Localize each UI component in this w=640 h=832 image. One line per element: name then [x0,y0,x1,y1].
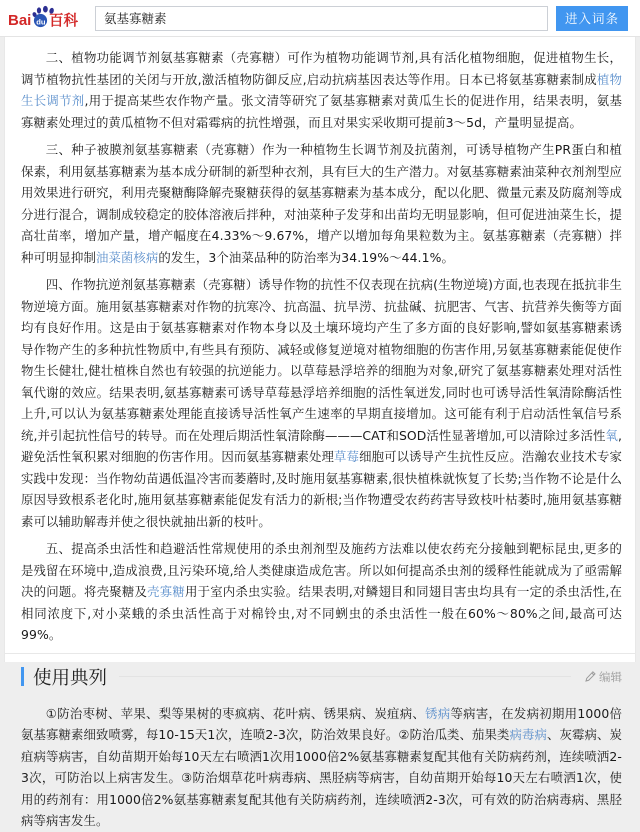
svg-text:百科: 百科 [49,13,78,30]
baidu-baike-logo-icon [8,6,86,30]
usage-body [21,703,622,832]
page-bottom-divider [5,653,635,654]
baidu-baike-logo[interactable] [8,6,86,30]
inline-link[interactable]: 氧 [605,427,618,443]
para-3: 三、种子被膜剂氨基寡糖素（壳寡糖）作为一种植物生长调节剂及抗菌剂，可诱导植物产生PR蛋白和植保素，利用氨基寡糖素为基本成分研制的新型种衣剂，具有巨大的生产潜力。对氨基寡糖素油菜种衣剂剂型应用效果进行研究，利用壳聚糖酶降解壳聚糖获得的氨基寡糖素为基本成分，配以化肥、微量元素及防腐剂等成分进行混合，调制成较稳定的胶体溶液后拌种，对油菜种子发芽和出苗均无明显影响，但可促进油菜生长，提高壮苗率，增加产量，增产幅度在4.33%～9.67%，增产以增加每角果粒数为主。氨基寡糖素（壳寡糖）拌种可明显抑制油菜菌核病的发生，3个油菜品种的防治率为34.19%～44.1%。 [21,142,622,265]
section-title: 使用典列 [33,667,108,689]
inline-link[interactable]: 草莓 [334,449,360,464]
svg-text:du: du [36,17,46,27]
section-divider [119,676,571,677]
para-4: 四、作物抗逆剂氨基寡糖素（壳寡糖）诱导作物的抗性不仅表现在抗病(生物逆境)方面,也表现在抵抗非生物逆境方面。施用氨基寡糖素对作物的抗寒冷、抗高温、抗旱涝、抗盐碱、抗肥害、气害、抗营养失衡等方面均有良好作用。这是由于氨基寡糖素对作物本身以及土壤环境均产生了多方面的良好影响,譬如氨基寡糖素诱导作物产生的多种抗性物质中,有些具有预防、减轻或修复逆境对植物细胞的伤害作用,另氨基寡糖素能促使作物生长健壮,健壮植株自然也有较强的抗逆能力。以草莓悬浮培养的细胞为对象,研究了氨基寡糖素处理对活性氧代谢的效应。结果表明,氨基寡糖素可诱导草莓悬浮培养细胞的活性氧迸发,同时也可诱导活性氧清除酶活性上升,可以认为氨基寡糖素处理能直接诱导活性氧产生速率的早期直接增加。这可能有利于启动活性氧信号系统,并引起抗性信号的转导。而在处理后期活性氧清除酶———CAT和SOD活性显著增加,可以清除过多活性氧,避免活性氧积累对细胞的伤害作用。因而氨基寡糖素处理草莓细胞可以诱导产生抗性反应。浩瀚农业技术专家实践中发现：当作物幼苗遇低温冷害而萎蘑时,及时施用氨基寡糖素,很快植株就恢复了长势;当作物不论是什么原因导致根系老化时,施用氨基寡糖素能促发有活力的新根;当作物遭受农药药害导致枝叶枯萎时,施用氨基寡糖素可以辅助解毒并使之很快就抽出新的枝叶。 [21,277,622,529]
site-header [0,0,640,37]
article-body [21,47,622,646]
usage-para-1: ①防治枣树、苹果、梨等果树的枣疯病、花叶病、锈果病、炭疽病、锈病等病害，在发病初期用1000倍氨基寡糖素细致喷雾，每10-15天1次，连喷2-3次，防治效果良好。②防治瓜类、茄果类病毒病、灰霉病、炭疽病等病害，自幼苗期开始每10天左右喷洒1次用1000倍2%氨基寡糖素复配其他有关防病药剂，连续喷洒2-3次，可防治以上病害发生。③防治烟草花叶病毒病、黑胫病等病害，自幼苗期开始每10天左右喷洒1次，使用的药剂有：用1000倍2%氨基寡糖素复配其他有关防病药剂，连续喷洒2-3次，可有效的防治病毒病、黑胫病等病害发生。 [21,705,622,828]
pencil-icon [585,671,596,682]
section-header-usage [21,662,622,692]
svg-text:Bai: Bai [8,12,32,29]
inline-link[interactable]: 病毒病 [509,727,548,742]
para-2: 二、植物功能调节剂氨基寡糖素（壳寡糖）可作为植物功能调节剂,具有活化植物细胞，促进植物生长，调节植物抗性基团的关闭与开放,激活植物防御反应,启动抗病基因表达等作用。日本已将氨基寡糖素制成植物生长调节剂,用于提高某些农作物产量。张文清等研究了氨基寡糖素对黄瓜生长的促进作用，结果表明，氨基寡糖素处理过的黄瓜植物不但对霜霉病的抗性增强，而且对果实采收期可提前3～5d，产量明显提高。 [21,50,623,130]
inline-link[interactable]: 锈病 [425,705,451,721]
para-5: 五、提高杀虫活性和趋避活性常规使用的杀虫剂剂型及施药方法难以使农药充分接触到靶标昆虫,更多的是残留在环境中,造成浪费,且污染环境,给人类健康造成危害。所以如何提高杀虫剂的缓释性能就成为了亟需解决的问题。将壳聚糖及壳寡糖用于室内杀虫实验。结果表明,对鳞翅目和同翅目害虫均具有一定的杀虫活性,在相同浓度下,对小菜蛾的杀虫活性高于对棉铃虫,对不同蛚虫的杀虫活性一般在60%～80%之间,最高可达99%。 [21,541,622,642]
edit-section-link[interactable] [585,669,622,685]
enter-entry-button[interactable]: 进入词条 [556,6,628,31]
section-accent-bar [21,667,24,686]
inline-link[interactable]: 植物生长调节剂 [21,71,623,108]
search-box[interactable] [95,6,548,31]
search-input[interactable] [96,7,547,30]
edit-label: 编辑 [599,669,622,684]
inline-link[interactable]: 壳寡糖 [147,584,185,599]
inline-link[interactable]: 油菜菌核病 [95,249,159,265]
article-page [4,37,636,828]
